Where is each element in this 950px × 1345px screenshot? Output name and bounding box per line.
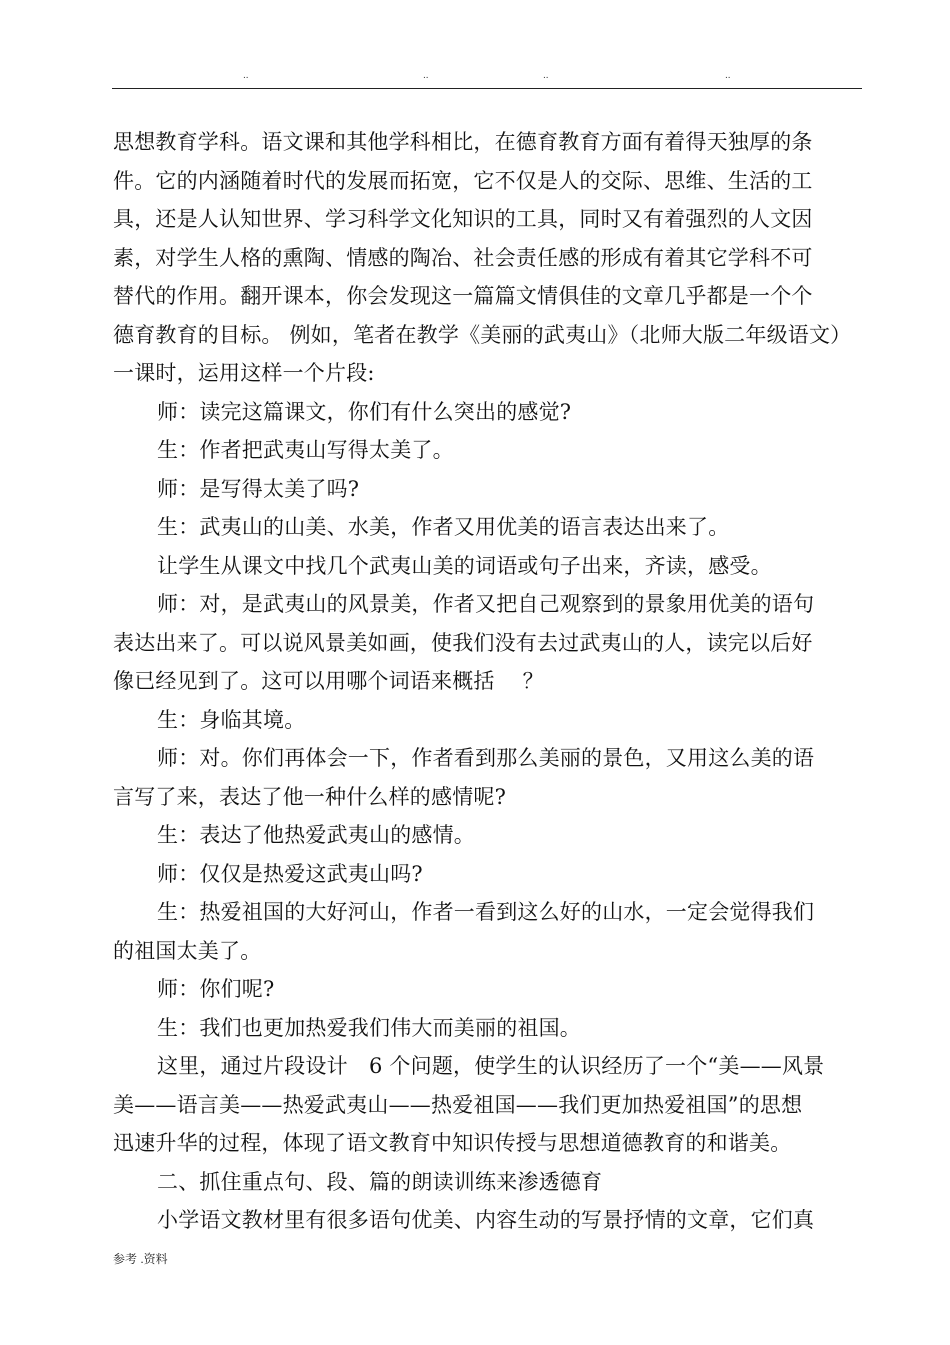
text-line: 生：表达了他热爱武夷山的感情。 — [157, 823, 475, 847]
text-line: 言写了来，表达了他一种什么样的感情呢? — [113, 784, 507, 809]
text-line: 思想教育学科。语文课和其他学科相比，在德育教育方面有着得天独厚的条 — [113, 130, 813, 154]
text-line: 具，还是人认知世界、学习科学文化知识的工具，同时又有着强烈的人文因 — [113, 207, 813, 231]
text-line: 生：热爱祖国的大好河山，作者一看到这么好的山水，一定会觉得我们 — [157, 900, 815, 924]
page-footer: 参考 .资料 — [113, 1252, 168, 1266]
text-line: 师：是写得太美了吗? — [157, 476, 360, 501]
text-line: 一课时，运用这样一个片段: — [113, 361, 375, 385]
header-mark: .. — [725, 70, 731, 81]
text-line: 美——语言美——热爱武夷山——热爱祖国——我们更加热爱祖国”的思想 — [113, 1092, 803, 1117]
text-line: 小学语文教材里有很多语句优美、内容生动的写景抒情的文章，它们真 — [157, 1208, 815, 1232]
document-body — [113, 123, 853, 1240]
text-line: 师：仅仅是热爱这武夷山吗? — [157, 861, 423, 886]
text-line: 师：读完这篇课文，你们有什么突出的感觉? — [157, 399, 572, 424]
header-mark: .. — [543, 70, 549, 81]
text-line: 师：你们呢? — [157, 977, 275, 1001]
text-line: 生：作者把武夷山写得太美了。 — [157, 438, 454, 462]
text-line: 师：对，是武夷山的风景美，作者又把自己观察到的景象用优美的语句 — [157, 592, 815, 616]
text-line: 让学生从课文中找几个武夷山美的词语或句子出来，齐读，感受。 — [157, 553, 772, 578]
text-line: 像已经见到了。这可以用哪个词语来概括 ？ — [113, 669, 544, 693]
header-mark: .. — [423, 70, 429, 81]
text-line: 素，对学生人格的熏陶、情感的陶冶、社会责任感的形成有着其它学科不可 — [113, 245, 813, 270]
text-line: 表达出来了。可以说风景美如画，使我们没有去过武夷山的人，读完以后好 — [113, 630, 813, 655]
text-line: 替代的作用。翻开课本，你会发现这一篇篇文情俱佳的文章几乎都是一个个 — [113, 284, 813, 308]
page-header — [0, 70, 950, 84]
text-line: 生：武夷山的山美、水美，作者又用优美的语言表达出来了。 — [157, 515, 730, 539]
text-line: 的祖国太美了。 — [113, 938, 262, 963]
header-mark: .. — [243, 70, 249, 81]
text-line: 件。它的内涵随着时代的发展而拓宽，它不仅是人的交际、思维、生活的工 — [113, 168, 813, 193]
text-line: 二、抓住重点句、段、篇的朗读训练来渗透德育 — [157, 1169, 603, 1194]
text-line: 师：对。你们再体会一下，作者看到那么美丽的景色，又用这么美的语 — [157, 746, 815, 770]
text-line: 德育教育的目标。 例如，笔者在教学《美丽的武夷山》（北师大版二年级语文） — [113, 322, 852, 347]
header-divider — [112, 88, 862, 89]
text-line: 迅速升华的过程，体现了语文教育中知识传授与思想道德教育的和谐美。 — [113, 1131, 792, 1155]
text-line: 生：我们也更加热爱我们伟大而美丽的祖国。 — [157, 1015, 581, 1040]
text-line: 生：身临其境。 — [157, 707, 306, 732]
text-line: 这里，通过片段设计 6 个问题，使学生的认识经历了一个“美——风景 — [157, 1054, 825, 1078]
